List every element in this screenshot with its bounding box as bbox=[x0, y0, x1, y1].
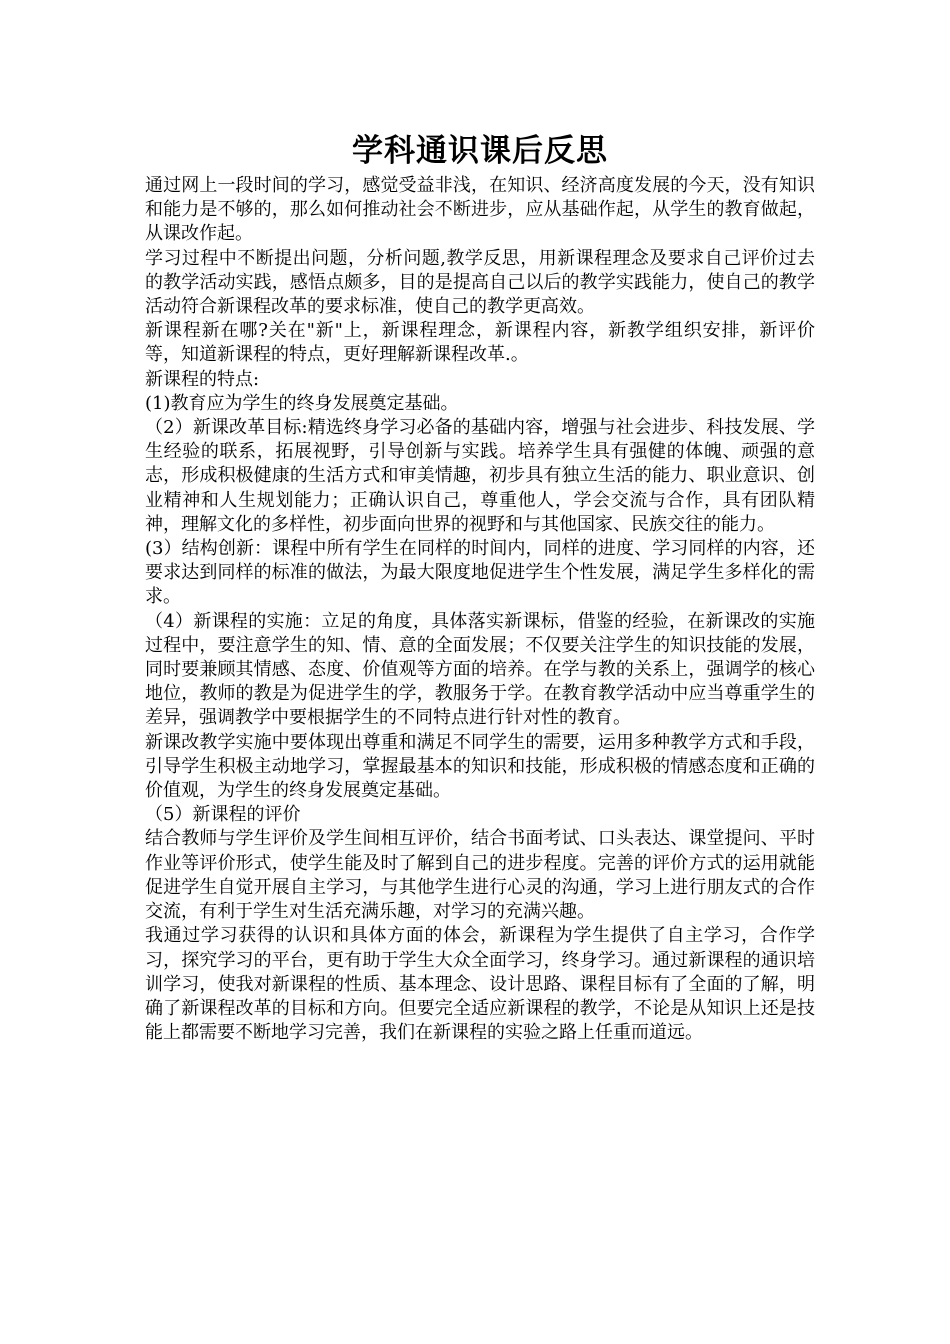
paragraph-what-is-new: 新课程新在哪?关在"新"上，新课程理念，新课程内容，新教学组织安排，新评价等，知道新课程的特点，更好理解新课程改革.。 bbox=[145, 320, 815, 366]
paragraph-features-heading: 新课程的特点: bbox=[145, 368, 260, 390]
paragraph-intro: 通过网上一段时间的学习，感觉受益非浅，在知识、经济高度发展的今天，没有知识和能力是不够的，那么如何推动社会不断进步，应从基础作起，从学生的教育做起，从课改作起。 bbox=[145, 175, 815, 245]
paragraph-feature-5-heading: （5）新课程的评价 bbox=[145, 804, 301, 826]
paragraph-feature-3: (3）结构创新：课程中所有学生在同样的时间内，同样的进度、学习同样的内容，还要求达到同样的标准的做法，为最大限度地促进学生个性发展，满足学生多样化的需求。 bbox=[145, 538, 815, 608]
paragraph-reflection: 学习过程中不断提出问题，分析问题,教学反思，用新课程理念及要求自己评价过去的教学活动实践，感悟点颇多，目的是提高自己以后的教学实践能力，使自己的教学活动符合新课程改革的要求标准，使自己的教学更高效。 bbox=[145, 247, 815, 318]
document-page bbox=[145, 128, 815, 1045]
paragraph-implementation: 新课改教学实施中要体现出尊重和满足不同学生的需要，运用多种教学方式和手段，引导学生积极主动地学习，掌握最基本的知识和技能，形成积极的情感态度和正确的价值观，为学生的终身发展奠定基础。 bbox=[145, 731, 815, 802]
document-title: 学科通识课后反思 bbox=[352, 133, 608, 169]
paragraph-feature-1: (1)教育应为学生的终身发展奠定基础。 bbox=[145, 392, 459, 414]
paragraph-evaluation: 结合教师与学生评价及学生间相互评价，结合书面考试、口头表达、课堂提问、平时作业等评价形式，使学生能及时了解到自己的进步程度。完善的评价方式的运用就能促进学生自觉开展自主学习，与其他学生进行心灵的沟通，学习上进行朋友式的合作交流，有利于学生对生活充满乐趣，对学习的充满兴趣。 bbox=[145, 828, 815, 923]
paragraph-feature-4: （4）新课程的实施：立足的角度，具体落实新课标，借鉴的经验，在新课改的实施过程中，要注意学生的知、情、意的全面发展；不仅要关注学生的知识技能的发展，同时要兼顾其情感、态度、价值观等方面的培养。在学与教的关系上，强调学的核心地位，教师的教是为促进学生的学，教服务于学。在教育教学活动中应当尊重学生的差异，强调教学中要根据学生的不同特点进行针对性的教育。 bbox=[145, 610, 815, 729]
paragraph-conclusion: 我通过学习获得的认识和具体方面的体会，新课程为学生提供了自主学习，合作学习，探究学习的平台，更有助于学生大众全面学习，终身学习。通过新课程的通识培训学习，使我对新课程的性质、基本理念、设计思路、课程目标有了全面的了解，明确了新课程改革的目标和方向。但要完全适应新课程的教学，不论是从知识上还是技能上都需要不断地学习完善，我们在新课程的实验之路上任重而道远。 bbox=[145, 925, 815, 1044]
paragraph-feature-2: （2）新课改革目标:精选终身学习必备的基础内容，增强与社会进步、科技发展、学生经验的联系，拓展视野，引导创新与实践。培养学生具有强健的体魄、顽强的意志，形成积极健康的生活方式和审美情趣，初步具有独立生活的能力、职业意识、创业精神和人生规划能力；正确认识自己，尊重他人，学会交流与合作，具有团队精神，理解文化的多样性，初步面向世界的视野和与其他国家、民族交往的能力。 bbox=[145, 417, 815, 535]
